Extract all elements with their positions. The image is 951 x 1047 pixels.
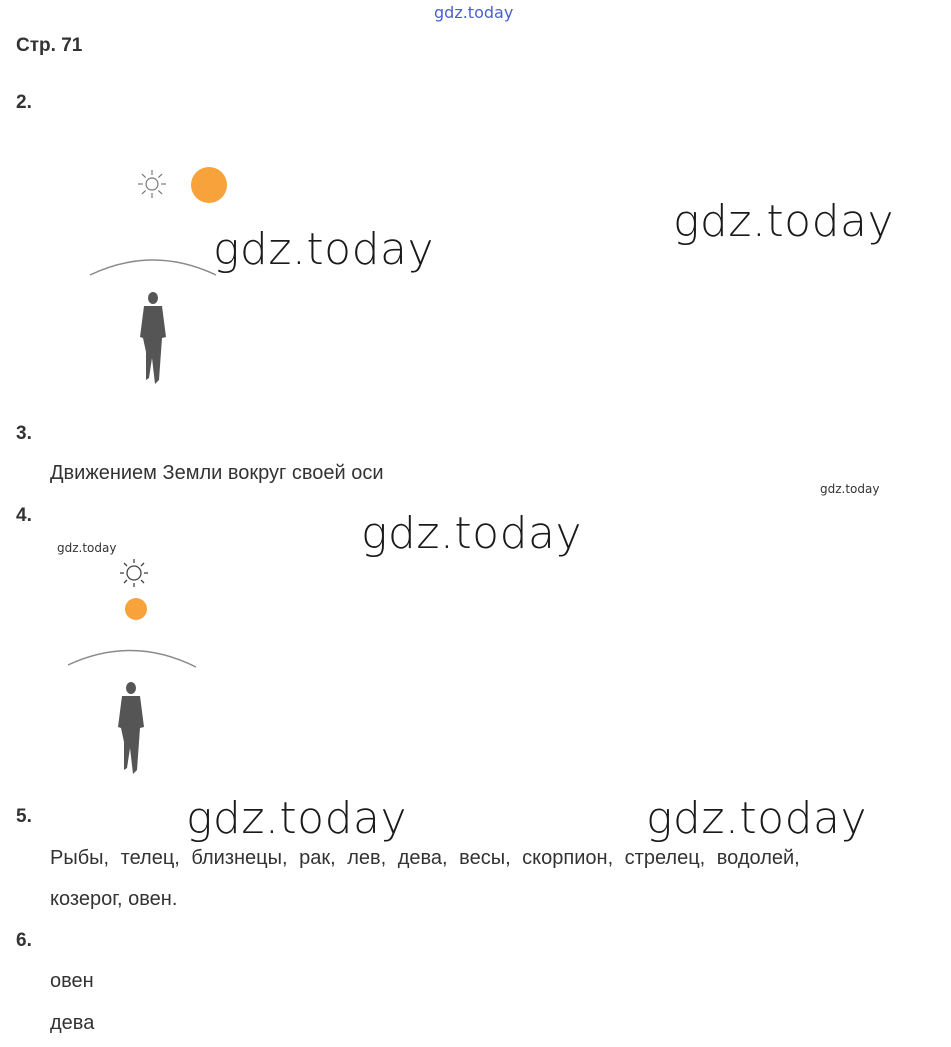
task-5-answer-line-2: козерог, овен. xyxy=(50,888,178,910)
task-3-answer: Движением Земли вокруг своей оси xyxy=(50,462,384,484)
task-5-answer xyxy=(50,838,950,920)
sky-arc xyxy=(68,650,196,667)
watermark: gdz.today xyxy=(646,793,868,844)
task-6-answer-2: дева xyxy=(50,1012,95,1034)
watermark: gdz.today xyxy=(57,541,117,555)
task-5-number: 5. xyxy=(16,806,32,827)
page-label: Стр. 71 xyxy=(16,35,83,56)
task-2-number: 2. xyxy=(16,92,32,113)
watermark: gdz.today xyxy=(361,508,583,559)
sun-icon xyxy=(125,598,147,620)
watermark: gdz.today xyxy=(820,482,880,496)
watermark: gdz.today xyxy=(213,224,435,275)
watermark-top: gdz.today xyxy=(434,3,514,22)
task-5-answer-line-1: Рыбы, телец, близнецы, рак, лев, дева, весы, скорпион, стрелец, водолей, xyxy=(50,847,800,869)
task-3-number: 3. xyxy=(16,423,32,444)
task-6-answer-1: овен xyxy=(50,970,94,992)
sun-symbol-icon xyxy=(120,559,148,587)
watermark: gdz.today xyxy=(186,793,408,844)
watermark: gdz.today xyxy=(673,196,895,247)
task-6-number: 6. xyxy=(16,930,32,951)
task-4-number: 4. xyxy=(16,505,32,526)
person-icon xyxy=(118,682,144,774)
